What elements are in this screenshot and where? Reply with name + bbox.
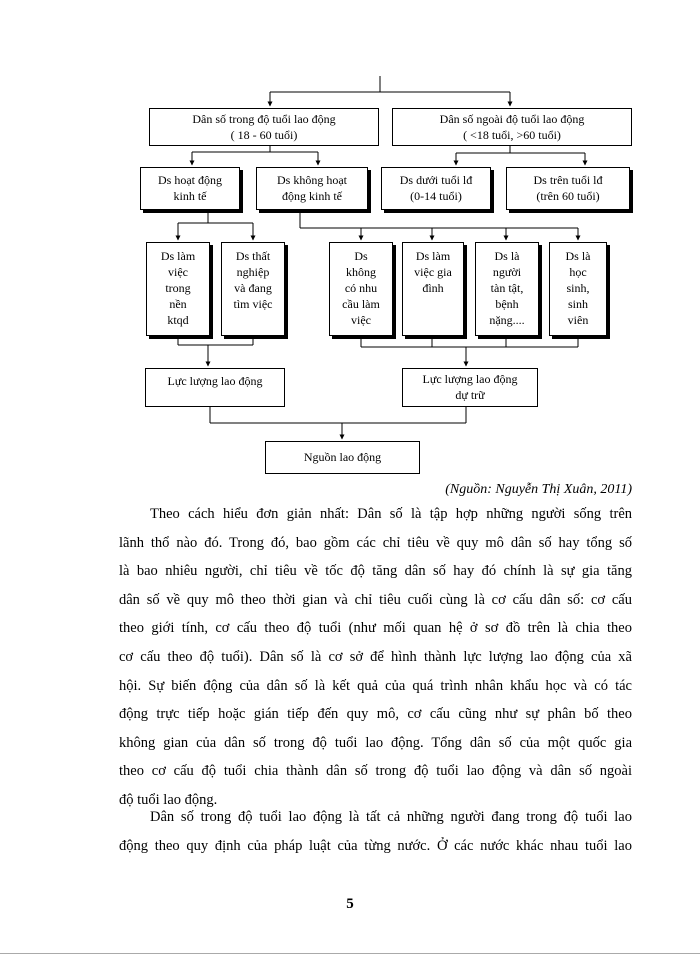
box-line: viên (567, 313, 589, 327)
page-number: 5 (346, 896, 354, 912)
box-line: ( 18 - 60 tuổi) (230, 128, 298, 142)
text-line: lãnh thổ nào đó. Trong đó, bao gồm các chỉ tiêu về quy mô dân số hay tổng số (119, 534, 632, 551)
text-line: cơ cấu theo độ tuổi). Dân số là cơ sở để hình thành lực lượng lao động của xã (119, 648, 632, 665)
box-line: Lực lượng lao động (167, 374, 263, 388)
box-line: có nhu (344, 281, 378, 295)
box-line: học (569, 265, 587, 279)
box-line: Ds là (565, 249, 591, 263)
box-unemployed (221, 242, 285, 336)
box-line: động kinh tế (282, 189, 342, 203)
box-line: Dân số trong độ tuổi lao động (192, 112, 336, 126)
text-line: độ tuổi lao động. (119, 791, 218, 808)
box-economically-inactive (256, 167, 368, 210)
paragraph-1 (119, 500, 632, 815)
box-line: Ds không hoạt (277, 173, 347, 187)
box-labor-resource (265, 441, 420, 474)
text-line: động theo quy định của pháp luật của từng nước. Ở các nước khác nhau tuổi lao (119, 837, 632, 854)
box-line: Ds trên tuổi lđ (533, 173, 603, 187)
text-line: theo giới tính, cơ cấu theo độ tuổi (như mối quan hệ ở sơ đồ trên là chia theo (119, 620, 632, 637)
box-line: Ds làm (415, 249, 451, 263)
box-line: Ds là (494, 249, 520, 263)
text-line: dân số về quy mô theo thời gian và chỉ tiêu cuối cùng là cơ cấu dân số: cơ cấu (119, 591, 632, 608)
box-line: Nguồn lao động (303, 450, 382, 464)
box-line: Lực lượng lao động (422, 372, 518, 386)
box-disabled (475, 242, 539, 336)
box-over-working-age (506, 167, 630, 210)
box-line: và đang (234, 281, 272, 295)
box-line: Ds thất (235, 249, 271, 263)
box-no-need-to-work (329, 242, 393, 336)
box-reserve-labor-force (402, 368, 538, 407)
box-economically-active (140, 167, 240, 210)
box-line: kinh tế (173, 189, 207, 203)
box-line: sinh, (566, 281, 590, 295)
box-line: (trên 60 tuổi) (536, 189, 600, 203)
box-labor-force (145, 368, 285, 407)
box-line: việc (351, 313, 371, 327)
box-line: việc (168, 265, 188, 279)
box-line: bệnh (495, 297, 519, 311)
text-line: Dân số trong độ tuổi lao động là tất cả những người đang trong độ tuổi lao (150, 809, 632, 825)
text-line: là bao nhiêu người, chỉ tiêu về tốc độ tăng dân số hay đó chính là sự gia tăng (119, 563, 632, 580)
box-under-working-age (381, 167, 491, 210)
box-employed (146, 242, 210, 336)
box-students (549, 242, 607, 336)
page-footer-divider (0, 953, 700, 954)
box-line: dự trữ (455, 388, 485, 402)
text-line: động trực tiếp hoặc gián tiếp đến quy mô, cơ cấu cũng như sự phân bố theo (119, 706, 632, 723)
box-line: Ds dưới tuổi lđ (399, 173, 473, 187)
box-line: Ds làm (160, 249, 196, 263)
text-line: theo cơ cấu độ tuổi chia thành dân số trong độ tuổi lao động và dân số ngoài (119, 763, 632, 780)
box-line: nghiệp (236, 265, 270, 279)
text-line: hội. Sự biến động của dân số là kết quả của quá trình nhân khẩu học và có tác (119, 677, 632, 694)
box-line: không (346, 265, 376, 279)
paragraph-2 (119, 803, 632, 860)
box-line: Dân số ngoài độ tuổi lao động (439, 112, 585, 126)
box-line: tàn tật, (490, 281, 524, 295)
box-housework (402, 242, 464, 336)
box-working-age (149, 108, 379, 146)
box-outside-working-age (392, 108, 632, 146)
source-note: (Nguồn: Nguyễn Thị Xuân, 2011) (445, 482, 632, 497)
box-line: trong (165, 281, 191, 295)
box-line: Ds hoạt động (158, 173, 222, 187)
box-line: ktqd (167, 313, 189, 327)
text-line: không gian của dân số trong độ tuổi lao động. Tổng dân số của một quốc gia (119, 734, 632, 751)
box-line: người (492, 265, 522, 279)
box-line: cầu làm (342, 297, 380, 311)
text-line: Theo cách hiểu đơn giản nhất: Dân số là tập hợp những người sống trên (150, 506, 632, 522)
box-line: sinh (567, 297, 588, 311)
box-line: nền (169, 297, 187, 311)
box-line: việc gia (414, 265, 452, 279)
box-line: đình (422, 281, 444, 295)
box-line: Ds (354, 249, 368, 263)
box-line: tìm việc (233, 297, 273, 311)
box-line: ( <18 tuổi, >60 tuổi) (463, 128, 561, 142)
box-line: nặng.... (489, 313, 525, 327)
box-line: (0-14 tuổi) (410, 189, 462, 203)
